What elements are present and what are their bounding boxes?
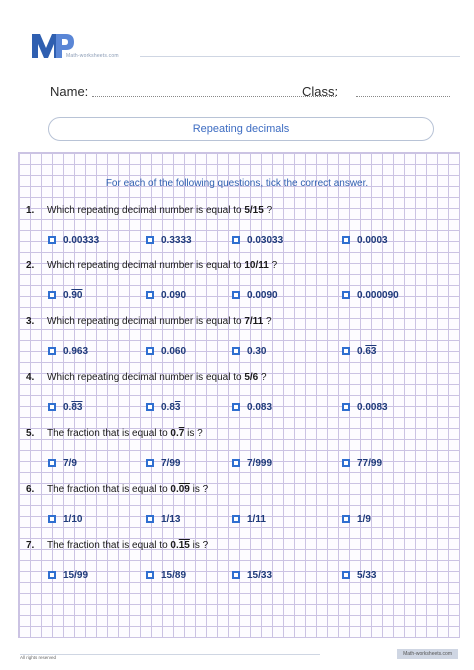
question-text	[47, 316, 272, 327]
option-label: 77/99	[357, 457, 383, 469]
option-label: 15/33	[247, 569, 273, 581]
question-text	[47, 205, 272, 216]
checkbox[interactable]	[342, 571, 350, 579]
option-label: 0.090	[161, 289, 187, 301]
checkbox[interactable]	[146, 403, 154, 411]
question-value: 0.15	[170, 540, 190, 551]
question-number: 3.	[26, 316, 35, 327]
checkbox[interactable]	[146, 571, 154, 579]
checkbox[interactable]	[342, 236, 350, 244]
answer-option[interactable]	[48, 344, 88, 358]
option-label: 0.963	[63, 345, 89, 357]
answer-option[interactable]	[48, 288, 82, 302]
checkbox[interactable]	[146, 236, 154, 244]
checkbox[interactable]	[48, 403, 56, 411]
question-1	[26, 205, 456, 255]
repeating-digits: 83	[71, 401, 83, 413]
question-suffix: is ?	[184, 428, 203, 439]
checkbox[interactable]	[232, 291, 240, 299]
repeating-digits: 90	[71, 289, 83, 301]
option-label: 0.000090	[357, 289, 399, 301]
answer-option[interactable]	[146, 288, 186, 302]
question-prefix: Which repeating decimal number is equal to	[47, 372, 245, 383]
logo-site-text: Math-worksheets.com	[66, 53, 119, 59]
answer-option[interactable]	[232, 400, 272, 414]
checkbox[interactable]	[232, 403, 240, 411]
question-2	[26, 260, 456, 310]
option-label: 1/13	[161, 513, 181, 525]
option-label: 0.083	[247, 401, 273, 413]
answer-option[interactable]	[342, 400, 388, 414]
checkbox[interactable]	[146, 515, 154, 523]
checkbox[interactable]	[232, 459, 240, 467]
question-prefix: The fraction that is equal to	[47, 484, 171, 495]
answer-option[interactable]	[48, 233, 99, 247]
answer-option[interactable]	[48, 456, 77, 470]
option-label: 7/999	[247, 457, 273, 469]
question-value: 0.09	[170, 484, 190, 495]
option-label: 0.63	[357, 345, 377, 357]
repeating-digits: 3	[174, 401, 181, 413]
question-suffix: is ?	[189, 540, 209, 551]
question-suffix: ?	[263, 205, 273, 216]
question-number: 4.	[26, 372, 35, 383]
option-label: 7/99	[161, 457, 181, 469]
question-suffix: ?	[268, 260, 278, 271]
option-label: 0.0083	[357, 401, 388, 413]
question-text	[47, 428, 203, 439]
answer-option[interactable]	[146, 344, 186, 358]
question-3	[26, 316, 456, 366]
answer-option[interactable]	[342, 288, 399, 302]
checkbox[interactable]	[232, 515, 240, 523]
question-value: 10/11	[244, 260, 269, 271]
answer-option[interactable]	[146, 233, 192, 247]
option-label: 0.3333	[161, 234, 192, 246]
checkbox[interactable]	[342, 347, 350, 355]
option-label: 15/89	[161, 569, 187, 581]
checkbox[interactable]	[146, 291, 154, 299]
question-text	[47, 484, 208, 495]
answer-option[interactable]	[342, 233, 388, 247]
instruction-text: For each of the following questions, tick the correct answer.	[105, 178, 369, 189]
question-text	[47, 540, 208, 551]
checkbox[interactable]	[48, 291, 56, 299]
question-prefix: The fraction that is equal to	[47, 428, 171, 439]
name-field[interactable]	[92, 96, 336, 97]
footer-copyright: All rights reserved	[20, 655, 57, 660]
question-value: 0.7	[170, 428, 185, 439]
question-number: 6.	[26, 484, 35, 495]
class-field[interactable]	[356, 96, 450, 97]
checkbox[interactable]	[342, 515, 350, 523]
question-number: 1.	[26, 205, 35, 216]
site-logo	[30, 30, 150, 64]
option-label: 0.0090	[247, 289, 278, 301]
answer-option[interactable]	[342, 568, 376, 582]
answer-option[interactable]	[342, 344, 376, 358]
option-label: 0.90	[63, 289, 83, 301]
question-number: 5.	[26, 428, 35, 439]
answer-option[interactable]	[146, 400, 180, 414]
question-5	[26, 428, 456, 478]
name-class-row	[50, 84, 450, 102]
answer-option[interactable]	[342, 512, 371, 526]
repeating-digits: 15	[178, 540, 190, 551]
checkbox[interactable]	[232, 347, 240, 355]
checkbox[interactable]	[48, 459, 56, 467]
answer-option[interactable]	[146, 512, 180, 526]
answer-option[interactable]	[146, 456, 180, 470]
repeating-digits: 7	[178, 428, 185, 439]
worksheet-title: Repeating decimals	[48, 117, 434, 141]
question-suffix: is ?	[189, 484, 209, 495]
checkbox[interactable]	[48, 571, 56, 579]
footer-rule	[20, 654, 320, 655]
option-label: 0.83	[63, 401, 83, 413]
question-value: 5/15	[244, 205, 264, 216]
question-4	[26, 372, 456, 422]
question-text	[47, 260, 277, 271]
option-label: 1/9	[357, 513, 371, 525]
answer-option[interactable]	[146, 568, 186, 582]
answer-option[interactable]	[48, 512, 82, 526]
answer-option[interactable]	[232, 512, 266, 526]
option-label: 15/99	[63, 569, 89, 581]
checkbox[interactable]	[342, 459, 350, 467]
header-rule	[140, 56, 460, 57]
checkbox[interactable]	[342, 403, 350, 411]
checkbox[interactable]	[232, 236, 240, 244]
option-label: 1/11	[247, 513, 266, 525]
checkbox[interactable]	[146, 459, 154, 467]
repeating-digits: 63	[365, 345, 377, 357]
question-prefix: The fraction that is equal to	[47, 540, 171, 551]
answer-option[interactable]	[48, 568, 88, 582]
question-value: 5/6	[244, 372, 259, 383]
answer-option[interactable]	[342, 456, 382, 470]
checkbox[interactable]	[48, 236, 56, 244]
class-label: Class:	[302, 84, 339, 99]
answer-option[interactable]	[232, 344, 266, 358]
question-text	[47, 372, 267, 383]
checkbox[interactable]	[232, 571, 240, 579]
checkbox[interactable]	[342, 291, 350, 299]
option-label: 0.0003	[357, 234, 388, 246]
answer-option[interactable]	[232, 233, 283, 247]
option-label: 1/10	[63, 513, 83, 525]
footer-site: Math-worksheets.com	[397, 649, 458, 659]
question-number: 7.	[26, 540, 35, 551]
option-label: 0.03033	[247, 234, 284, 246]
repeating-digits: 09	[178, 484, 190, 495]
question-suffix: ?	[258, 372, 267, 383]
name-label: Name:	[50, 84, 89, 99]
question-prefix: Which repeating decimal number is equal to	[47, 260, 245, 271]
checkbox[interactable]	[146, 347, 154, 355]
answer-option[interactable]	[232, 568, 272, 582]
checkbox[interactable]	[48, 347, 56, 355]
question-value: 7/11	[244, 316, 264, 327]
answer-option[interactable]	[232, 288, 278, 302]
option-label: 0.060	[161, 345, 187, 357]
option-label: 0.00333	[63, 234, 100, 246]
question-6	[26, 484, 456, 534]
question-prefix: Which repeating decimal number is equal to	[47, 316, 245, 327]
option-label: 5/33	[357, 569, 377, 581]
question-number: 2.	[26, 260, 35, 271]
checkbox[interactable]	[48, 515, 56, 523]
question-prefix: Which repeating decimal number is equal to	[47, 205, 245, 216]
question-7	[26, 540, 456, 590]
question-suffix: ?	[263, 316, 272, 327]
option-label: 7/9	[63, 457, 77, 469]
answer-option[interactable]	[48, 400, 82, 414]
option-label: 0.83	[161, 401, 181, 413]
option-label: 0.30	[247, 345, 267, 357]
answer-option[interactable]	[232, 456, 272, 470]
